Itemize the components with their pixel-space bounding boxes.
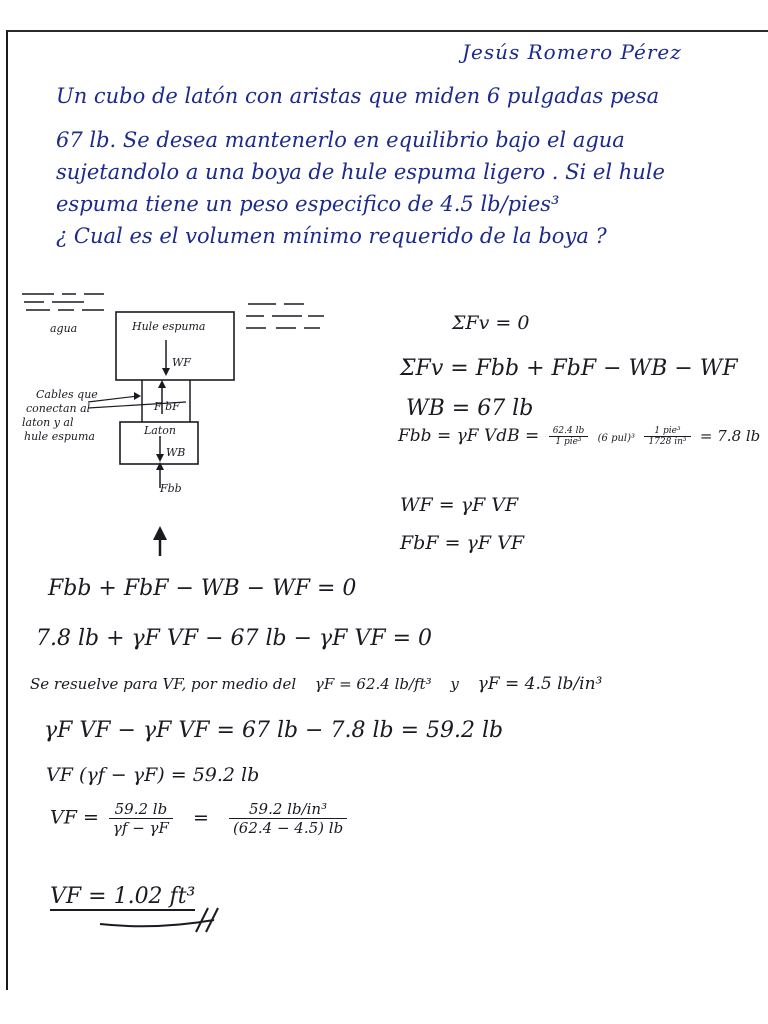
s3-gamma-water: γF = 62.4 lb/ft³ xyxy=(314,675,432,693)
fbb-label: Fbb xyxy=(160,482,182,495)
cables-label-4: hule espuma xyxy=(24,430,95,443)
s6-f1-den: γf − γF xyxy=(112,819,169,837)
eq-sum-forces: ΣFv = Fbb + FbF − WB − WF xyxy=(400,356,738,381)
eq-sum-forces-zero: ΣFv = 0 xyxy=(452,312,530,334)
eq4-lhs: Fbb = γF VdB = xyxy=(398,426,540,446)
cables-label-3: laton y al xyxy=(22,416,74,429)
solution-line-1: Fbb + FbF − WB − WF = 0 xyxy=(48,576,357,601)
problem-line-5: ¿ Cual es el volumen mínimo requerido de la boya ? xyxy=(56,224,607,248)
cables-label-2: conectan al xyxy=(26,402,91,415)
solution-line-4: γF VF − γF VF = 67 lb − 7.8 lb = 59.2 lb xyxy=(44,718,504,743)
eq-buoyancy-foam: FbF = γF VF xyxy=(400,532,525,554)
author-name: Jesús Romero Pérez xyxy=(462,40,682,64)
solution-line-2: 7.8 lb + γF VF − 67 lb − γF VF = 0 xyxy=(36,626,432,651)
eq4-f2-den: 1728 in³ xyxy=(648,437,687,447)
eq4-f1-den: 1 pie³ xyxy=(555,437,582,447)
wf-label: WF xyxy=(172,356,191,369)
s6-fraction-1 xyxy=(109,800,173,837)
fbf-label: F bF xyxy=(154,400,180,413)
eq-weight-brass: WB = 67 lb xyxy=(406,396,534,421)
solution-line-3 xyxy=(30,674,602,694)
eq4-f2-num: 1 pie³ xyxy=(644,426,690,437)
s6-f1-num: 59.2 lb xyxy=(109,800,173,819)
s3-and: y xyxy=(450,675,459,693)
eq4-result: = 7.8 lb xyxy=(699,427,761,445)
s3-text: Se resuelve para VF, por medio del xyxy=(30,675,297,693)
eq4-f1-num: 62.4 lb xyxy=(549,426,589,437)
eq-buoyancy-brass xyxy=(398,426,760,447)
s6-fraction-2 xyxy=(229,800,347,837)
final-answer-text: VF = 1.02 ft³ xyxy=(50,884,196,909)
foam-label: Hule espuma xyxy=(132,320,206,333)
brass-label: Laton xyxy=(144,424,176,437)
s6-f2-num: 59.2 lb/in³ xyxy=(229,800,347,819)
s6-lhs: VF = xyxy=(50,806,99,829)
cables-label-1: Cables que xyxy=(36,388,98,401)
eq4-fraction-1 xyxy=(549,426,589,447)
problem-line-1: Un cubo de latón con aristas que miden 6 pulgadas pesa xyxy=(56,84,660,108)
eq-weight-foam: WF = γF VF xyxy=(400,494,519,516)
final-answer-underline-mark xyxy=(96,900,226,936)
eq4-fraction-2 xyxy=(644,426,690,447)
water-label: agua xyxy=(50,322,78,335)
problem-line-2: 67 lb. Se desea mantenerlo en equilibrio bajo el agua xyxy=(56,128,625,152)
s6-eq: = xyxy=(192,806,209,829)
solution-line-6 xyxy=(50,800,351,837)
s6-f2-den: (62.4 − 4.5) lb xyxy=(232,819,344,837)
problem-line-4: espuma tiene un peso especifico de 4.5 lb/pies³ xyxy=(56,192,560,216)
s3-gamma-foam: γF = 4.5 lb/in³ xyxy=(477,674,603,694)
wb-label: WB xyxy=(166,446,186,459)
free-body-diagram xyxy=(14,280,344,570)
eq4-mid: (6 pul)³ xyxy=(597,433,636,444)
problem-line-3: sujetandolo a una boya de hule espuma ligero . Si el hule xyxy=(56,160,665,184)
solution-line-5: VF (γf − γF) = 59.2 lb xyxy=(46,764,260,786)
